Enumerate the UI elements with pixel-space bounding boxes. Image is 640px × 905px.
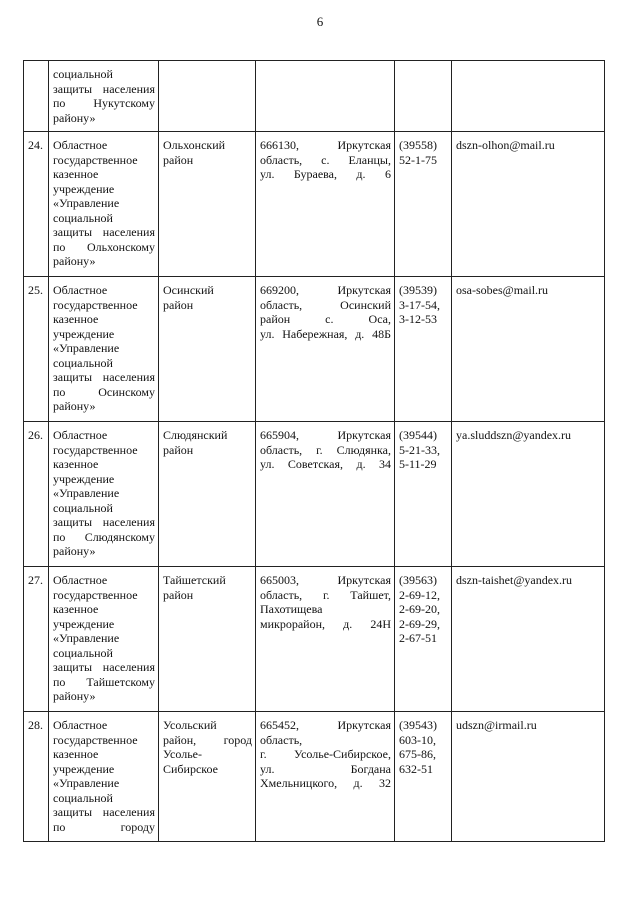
directory-table (23, 60, 605, 842)
text-line: ул. Советская, д. 34 (260, 457, 391, 471)
table-row (24, 422, 605, 567)
text-line: район, город (163, 732, 252, 747)
text-line: 52-1-75 (399, 152, 437, 167)
table-row (24, 567, 605, 712)
text-line: «Управление (53, 486, 120, 500)
text-line: казенное (53, 457, 99, 471)
text-line: (39558) (399, 138, 437, 152)
cell-phone (395, 61, 452, 132)
cell-organization (49, 61, 159, 132)
text-line: учреждение (53, 471, 115, 486)
email-address: udszn@irmail.ru (456, 718, 537, 732)
text-line: учреждение (53, 616, 115, 631)
text-line: область, (260, 732, 303, 747)
text-line: (39543) (399, 718, 437, 732)
text-line: (39563) (399, 573, 437, 587)
text-line: 2-69-29, (399, 616, 440, 631)
text-line: казенное (53, 167, 99, 181)
cell-address (256, 422, 395, 567)
text-line: Ольхонский (163, 138, 226, 152)
cell-email (452, 132, 605, 277)
cell-district (159, 422, 256, 567)
text-line: казенное (53, 602, 99, 616)
text-line: 665904, Иркутская (260, 428, 391, 442)
text-line: Слюдянский (163, 428, 228, 442)
cell-district (159, 567, 256, 712)
cell-num (24, 567, 49, 712)
text-line: району» (53, 254, 96, 268)
text-line: Сибирское (163, 761, 218, 776)
email-address: osa-sobes@mail.ru (456, 283, 549, 297)
text-line: 666130, Иркутская (260, 138, 391, 152)
text-line: 632-51 (399, 761, 433, 776)
text-line: «Управление (53, 341, 120, 355)
text-line: Усольский (163, 718, 217, 732)
text-line: государственное (53, 587, 138, 602)
cell-phone (395, 277, 452, 422)
cell-district (159, 132, 256, 277)
cell-address (256, 712, 395, 842)
cell-address (256, 61, 395, 132)
cell-organization (49, 567, 159, 712)
cell-phone (395, 712, 452, 842)
text-line: «Управление (53, 196, 120, 210)
text-line: социальной (53, 67, 113, 81)
text-line: район (163, 297, 194, 312)
text-line: «Управление (53, 631, 120, 645)
row-number: 25. (28, 283, 43, 297)
text-line: Пахотищева (260, 602, 323, 616)
text-line: Областное (53, 718, 108, 732)
cell-organization (49, 712, 159, 842)
table-row (24, 132, 605, 277)
text-line: (39539) (399, 283, 437, 297)
text-line: государственное (53, 297, 138, 312)
text-line: казенное (53, 747, 99, 761)
email-address: ya.sluddszn@yandex.ru (456, 428, 572, 442)
text-line: социальной (53, 210, 113, 225)
cell-organization (49, 132, 159, 277)
text-line: защиты населения (53, 81, 155, 96)
text-line: область, г. Тайшет, (260, 587, 391, 602)
text-line: 2-69-20, (399, 602, 440, 616)
cell-address (256, 132, 395, 277)
cell-num (24, 712, 49, 842)
text-line: район (163, 442, 194, 457)
text-line: район (163, 587, 194, 602)
text-line: 3-17-54, (399, 297, 440, 312)
row-number: 26. (28, 428, 43, 442)
text-line: 675-86, (399, 747, 436, 761)
text-line: ул. Бураева, д. 6 (260, 167, 391, 181)
text-line: Областное (53, 428, 108, 442)
text-line: 3-12-53 (399, 312, 437, 326)
text-line: Областное (53, 138, 108, 152)
row-number: 28. (28, 718, 43, 732)
cell-email (452, 277, 605, 422)
table-row (24, 277, 605, 422)
text-line: учреждение (53, 761, 115, 776)
text-line: государственное (53, 732, 138, 747)
text-line: Хмельницкого, д. 32 (260, 776, 391, 790)
text-line: Тайшетский (163, 573, 226, 587)
text-line: защиты населения (53, 805, 155, 819)
cell-address (256, 567, 395, 712)
table-row-continued (24, 61, 605, 132)
text-line: защиты населения (53, 515, 155, 529)
text-line: 2-67-51 (399, 631, 437, 645)
text-line: Областное (53, 283, 108, 297)
text-line: учреждение (53, 181, 115, 196)
text-line: социальной (53, 790, 113, 805)
text-line: 665003, Иркутская (260, 573, 391, 587)
text-line: ул. Набережная, д. 48Б (260, 326, 391, 341)
cell-num (24, 422, 49, 567)
text-line: социальной (53, 355, 113, 370)
text-line: району» (53, 544, 96, 558)
text-line: району» (53, 689, 96, 703)
table-body (24, 61, 605, 842)
cell-organization (49, 422, 159, 567)
text-line: 2-69-12, (399, 587, 440, 602)
email-address: dszn-olhon@mail.ru (456, 138, 555, 152)
text-line: Областное (53, 573, 108, 587)
cell-district (159, 712, 256, 842)
text-line: по Слюдянскому (53, 529, 155, 544)
cell-email (452, 712, 605, 842)
cell-email (452, 422, 605, 567)
page-number: 6 (316, 14, 324, 29)
text-line: государственное (53, 442, 138, 457)
text-line: району» (53, 110, 96, 125)
text-line: защиты населения (53, 370, 155, 384)
text-line: защиты населения (53, 660, 155, 674)
text-line: область, с. Еланцы, (260, 152, 391, 167)
text-line: по Тайшетскому (53, 674, 155, 689)
cell-phone (395, 422, 452, 567)
text-line: социальной (53, 645, 113, 660)
row-number: 27. (28, 573, 43, 587)
table-row (24, 712, 605, 842)
text-line: Осинский (163, 283, 214, 297)
organization-name (53, 67, 155, 125)
text-line: Усолье- (163, 747, 203, 761)
text-line: 603-10, (399, 732, 436, 747)
text-line: по Ольхонскому (53, 239, 155, 254)
text-line: ул. Богдана (260, 761, 391, 776)
text-line: район (163, 152, 194, 167)
text-line: социальной (53, 500, 113, 515)
text-line: 665452, Иркутская (260, 718, 391, 732)
text-line: по Осинскому (53, 384, 155, 399)
text-line: (39544) (399, 428, 437, 442)
text-line: по городу (53, 819, 155, 834)
cell-num (24, 277, 49, 422)
text-line: область, г. Слюдянка, (260, 442, 391, 457)
text-line: району» (53, 399, 96, 413)
text-line: «Управление (53, 776, 120, 790)
text-line: г. Усолье-Сибирское, (260, 747, 391, 761)
cell-organization (49, 277, 159, 422)
cell-num (24, 132, 49, 277)
email-address: dszn-taishet@yandex.ru (456, 573, 573, 587)
cell-address (256, 277, 395, 422)
text-line: 5-11-29 (399, 457, 437, 471)
text-line: по Нукутскому (53, 96, 155, 110)
cell-district (159, 61, 256, 132)
text-line: микрорайон, д. 24Н (260, 616, 391, 631)
text-line: область, Осинский (260, 297, 391, 312)
text-line: государственное (53, 152, 138, 167)
text-line: казенное (53, 312, 99, 326)
cell-email (452, 61, 605, 132)
text-line: учреждение (53, 326, 115, 341)
cell-num (24, 61, 49, 132)
text-line: защиты населения (53, 225, 155, 239)
cell-phone (395, 567, 452, 712)
text-line: 669200, Иркутская (260, 283, 391, 297)
row-number: 24. (28, 138, 43, 152)
cell-district (159, 277, 256, 422)
text-line: 5-21-33, (399, 442, 440, 457)
cell-phone (395, 132, 452, 277)
cell-email (452, 567, 605, 712)
text-line: район с. Оса, (260, 312, 391, 326)
